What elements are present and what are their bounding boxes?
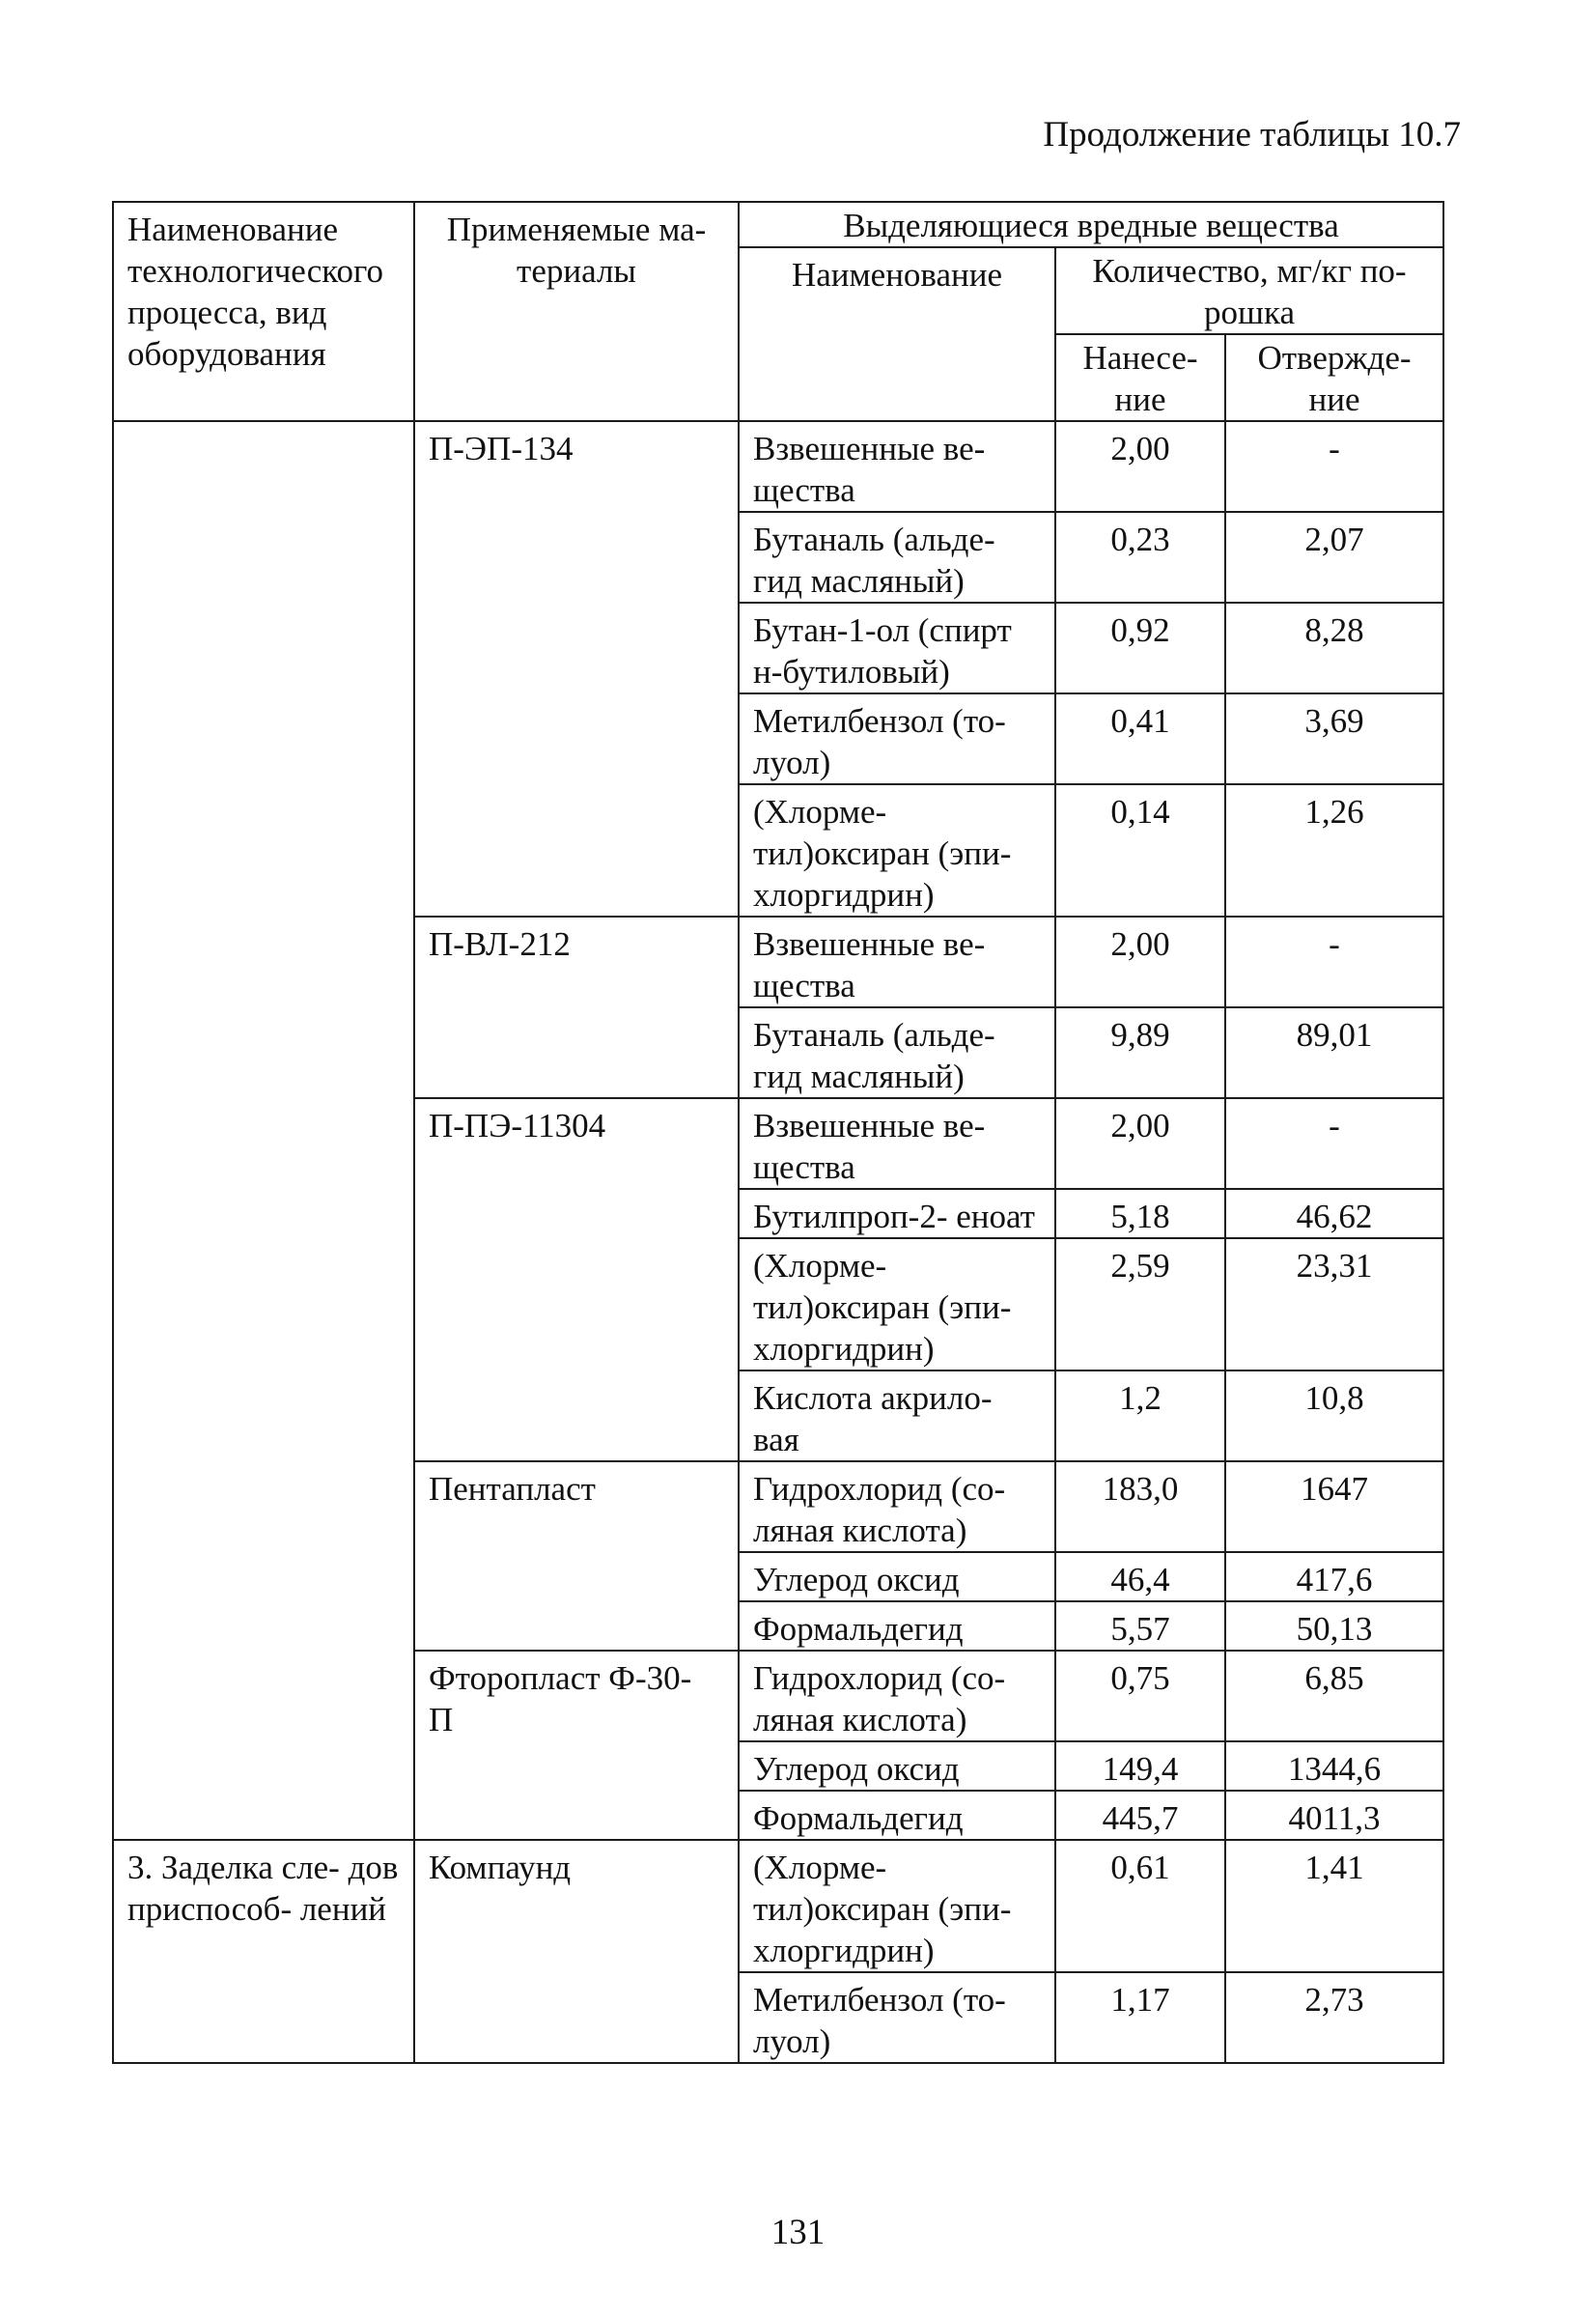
curing-value: 417,6 bbox=[1225, 1552, 1443, 1601]
application-value: 1,2 bbox=[1055, 1370, 1225, 1461]
substance-cell: Гидрохлорид (со- ляная кислота) bbox=[739, 1651, 1055, 1741]
curing-value: - bbox=[1225, 421, 1443, 512]
curing-value: 46,62 bbox=[1225, 1189, 1443, 1238]
table-row bbox=[113, 1840, 1443, 1972]
application-value: 0,92 bbox=[1055, 603, 1225, 693]
substance-cell: Формальдегид bbox=[739, 1601, 1055, 1651]
table-row bbox=[113, 421, 1443, 512]
curing-value: 23,31 bbox=[1225, 1238, 1443, 1370]
substance-cell: (Хлорме- тил)оксиран (эпи- хлоргидрин) bbox=[739, 1238, 1055, 1370]
curing-value: 2,73 bbox=[1225, 1972, 1443, 2063]
material-cell: Фторопласт Ф-30- П bbox=[414, 1651, 739, 1840]
emissions-table bbox=[112, 201, 1444, 2064]
application-value: 183,0 bbox=[1055, 1461, 1225, 1552]
curing-value: - bbox=[1225, 917, 1443, 1007]
curing-value: 1,41 bbox=[1225, 1840, 1443, 1972]
application-value: 0,14 bbox=[1055, 784, 1225, 917]
substance-cell: Взвешенные ве- щества bbox=[739, 421, 1055, 512]
curing-value: 1647 bbox=[1225, 1461, 1443, 1552]
header-emitted: Выделяющиеся вредные вещества bbox=[739, 202, 1443, 247]
header-curing: Отвержде- ние bbox=[1225, 334, 1443, 421]
curing-value: 50,13 bbox=[1225, 1601, 1443, 1651]
material-cell: П-ЭП-134 bbox=[414, 421, 739, 917]
application-value: 5,57 bbox=[1055, 1601, 1225, 1651]
application-value: 445,7 bbox=[1055, 1791, 1225, 1840]
header-quantity: Количество, мг/кг по- рошка bbox=[1055, 247, 1443, 334]
header-materials: Применяемые ма- териалы bbox=[414, 202, 739, 421]
table-body bbox=[113, 202, 1443, 2063]
header-application: Нанесе- ние bbox=[1055, 334, 1225, 421]
application-value: 9,89 bbox=[1055, 1007, 1225, 1098]
application-value: 0,61 bbox=[1055, 1840, 1225, 1972]
application-value: 0,41 bbox=[1055, 693, 1225, 784]
process-cell-empty bbox=[113, 421, 414, 1840]
substance-cell: Бутан-1-ол (спирт н-бутиловый) bbox=[739, 603, 1055, 693]
material-cell: Компаунд bbox=[414, 1840, 739, 2063]
substance-cell: Кислота акрило- вая bbox=[739, 1370, 1055, 1461]
application-value: 2,00 bbox=[1055, 1098, 1225, 1189]
substance-cell: (Хлорме- тил)оксиран (эпи- хлоргидрин) bbox=[739, 784, 1055, 917]
material-cell: Пентапласт bbox=[414, 1461, 739, 1651]
curing-value: 6,85 bbox=[1225, 1651, 1443, 1741]
substance-cell: Углерод оксид bbox=[739, 1741, 1055, 1791]
material-cell: П-ВЛ-212 bbox=[414, 917, 739, 1098]
page-number: 131 bbox=[770, 2213, 826, 2252]
substance-cell: Взвешенные ве- щества bbox=[739, 917, 1055, 1007]
application-value: 5,18 bbox=[1055, 1189, 1225, 1238]
curing-value: - bbox=[1225, 1098, 1443, 1189]
application-value: 1,17 bbox=[1055, 1972, 1225, 2063]
header-process: Наименование технологического процесса, вид оборудования bbox=[113, 202, 414, 421]
substance-cell: Углерод оксид bbox=[739, 1552, 1055, 1601]
curing-value: 3,69 bbox=[1225, 693, 1443, 784]
curing-value: 4011,3 bbox=[1225, 1791, 1443, 1840]
application-value: 0,23 bbox=[1055, 512, 1225, 603]
substance-cell: Метилбензол (то- луол) bbox=[739, 1972, 1055, 2063]
application-value: 2,00 bbox=[1055, 917, 1225, 1007]
substance-cell: Взвешенные ве- щества bbox=[739, 1098, 1055, 1189]
application-value: 2,00 bbox=[1055, 421, 1225, 512]
substance-cell: Формальдегид bbox=[739, 1791, 1055, 1840]
table-caption: Продолжение таблицы 10.7 bbox=[1043, 115, 1461, 155]
header-name: Наименование bbox=[739, 247, 1055, 421]
material-cell: П-ПЭ-11304 bbox=[414, 1098, 739, 1461]
substance-cell: Гидрохлорид (со- ляная кислота) bbox=[739, 1461, 1055, 1552]
application-value: 2,59 bbox=[1055, 1238, 1225, 1370]
substance-cell: Бутаналь (альде- гид масляный) bbox=[739, 512, 1055, 603]
application-value: 46,4 bbox=[1055, 1552, 1225, 1601]
curing-value: 2,07 bbox=[1225, 512, 1443, 603]
curing-value: 1344,6 bbox=[1225, 1741, 1443, 1791]
curing-value: 10,8 bbox=[1225, 1370, 1443, 1461]
header-row-1 bbox=[113, 202, 1443, 247]
curing-value: 89,01 bbox=[1225, 1007, 1443, 1098]
curing-value: 8,28 bbox=[1225, 603, 1443, 693]
substance-cell: Бутилпроп-2- еноат bbox=[739, 1189, 1055, 1238]
substance-cell: Бутаналь (альде- гид масляный) bbox=[739, 1007, 1055, 1098]
application-value: 0,75 bbox=[1055, 1651, 1225, 1741]
process-cell: 3. Заделка сле- дов приспособ- лений bbox=[113, 1840, 414, 2063]
substance-cell: Метилбензол (то- луол) bbox=[739, 693, 1055, 784]
curing-value: 1,26 bbox=[1225, 784, 1443, 917]
application-value: 149,4 bbox=[1055, 1741, 1225, 1791]
substance-cell: (Хлорме- тил)оксиран (эпи- хлоргидрин) bbox=[739, 1840, 1055, 1972]
